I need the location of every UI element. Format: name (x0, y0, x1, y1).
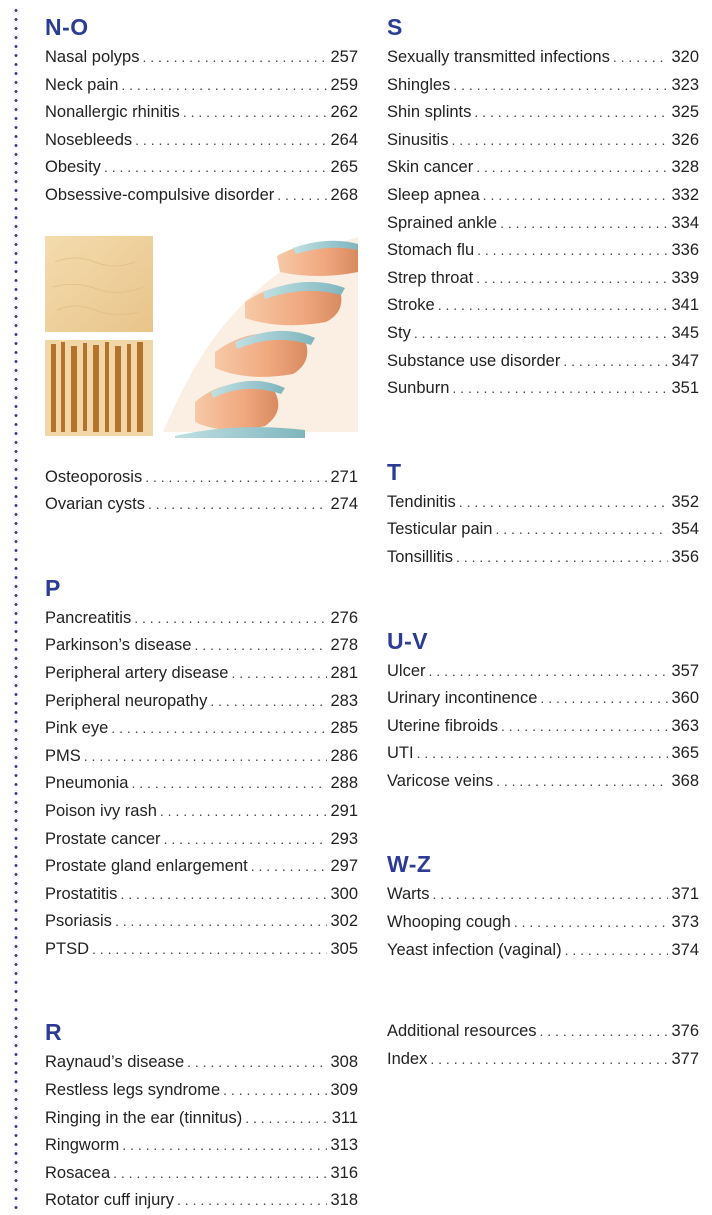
entry-page-number: 326 (671, 130, 699, 149)
entry-page-number: 339 (671, 268, 699, 287)
section-heading: P (45, 574, 61, 601)
index-entry (45, 1132, 358, 1160)
entry-page-number: 357 (671, 661, 699, 680)
index-column-right (387, 10, 699, 1073)
index-section-s (387, 10, 699, 403)
index-entry (45, 798, 358, 826)
entry-page-number: 341 (671, 296, 699, 315)
entry-label: Raynaud’s disease (45, 1053, 185, 1072)
index-entry (45, 99, 358, 127)
index-entry (387, 375, 699, 403)
index-entry (387, 237, 699, 265)
index-entry (45, 853, 358, 881)
dot-leader (183, 99, 328, 127)
dot-leader (135, 127, 327, 155)
entry-page-number: 320 (671, 48, 699, 66)
index-section-u-v (387, 624, 699, 796)
index-entry (387, 1046, 699, 1074)
entry-label: UTI (387, 744, 414, 763)
entry-label: Peripheral artery disease (45, 663, 229, 682)
index-entry (387, 154, 699, 182)
entry-page-number: 262 (330, 103, 358, 122)
dot-leader (414, 320, 669, 348)
entry-page-number: 363 (671, 716, 699, 735)
index-entry (45, 715, 358, 743)
entry-label: Whooping cough (387, 913, 511, 932)
entry-page-number: 334 (671, 213, 699, 232)
index-entry (387, 72, 699, 100)
index-entry (45, 660, 358, 688)
entry-page-number: 352 (671, 492, 699, 511)
entry-page-number: 308 (330, 1053, 358, 1072)
entry-page-number: 288 (330, 774, 358, 793)
index-entry (45, 826, 358, 854)
entry-label: Psoriasis (45, 912, 112, 931)
entry-page-number: 268 (330, 185, 358, 204)
dot-leader (514, 909, 669, 937)
index-entry (45, 881, 358, 909)
dot-leader (496, 768, 668, 796)
index-entry (45, 182, 358, 210)
dot-leader (613, 44, 669, 72)
entry-page-number: 293 (330, 829, 358, 848)
index-entry (387, 544, 699, 572)
dot-leader (565, 937, 669, 965)
index-section-r (45, 1015, 358, 1215)
section-heading: N-O (45, 14, 89, 40)
dot-leader (223, 1077, 327, 1105)
entry-label: Sprained ankle (387, 213, 498, 232)
dotted-margin-rule (14, 6, 18, 1210)
entry-label: Ringing in the ear (tinnitus) (45, 1108, 243, 1127)
dot-leader (145, 464, 327, 492)
entry-page-number: 368 (671, 771, 699, 790)
index-entry (387, 516, 699, 544)
index-entry (45, 1077, 358, 1105)
dot-leader (121, 72, 327, 100)
entry-page-number: 283 (330, 691, 358, 710)
entry-label: Pink eye (45, 719, 109, 738)
dot-leader (540, 1018, 669, 1046)
entry-page-number: 345 (671, 323, 699, 342)
dot-leader (476, 154, 668, 182)
index-entry (387, 685, 699, 713)
entry-page-number: 281 (330, 663, 358, 682)
dot-leader (210, 688, 327, 716)
index-entry (387, 909, 699, 937)
index-entry (387, 320, 699, 348)
entry-label: Stomach flu (387, 241, 475, 260)
dot-leader (122, 1132, 327, 1160)
entry-label: Rotator cuff injury (45, 1191, 175, 1210)
entry-label: PTSD (45, 939, 90, 958)
dot-leader (540, 685, 668, 713)
entry-page-number: 257 (330, 48, 358, 66)
entry-page-number: 313 (330, 1136, 358, 1155)
index-entry (387, 292, 699, 320)
entry-page-number: 376 (671, 1022, 699, 1041)
entry-label: PMS (45, 746, 81, 765)
entry-page-number: 360 (671, 689, 699, 708)
spine-osteoporosis-illustration (45, 232, 358, 442)
index-entry (45, 1105, 358, 1133)
entry-label: Ovarian cysts (45, 495, 145, 514)
entry-label: Stroke (387, 296, 435, 315)
entry-page-number: 374 (671, 940, 699, 959)
index-entry (387, 937, 699, 965)
dot-leader (187, 1049, 327, 1077)
dot-leader (120, 881, 327, 909)
entry-label: Tendinitis (387, 492, 456, 511)
entry-label: Sinusitis (387, 130, 449, 149)
entry-page-number: 325 (671, 103, 699, 122)
index-entry (387, 1018, 699, 1046)
dot-leader (476, 265, 668, 293)
index-entry (387, 127, 699, 155)
index-entry (387, 210, 699, 238)
index-entry (387, 713, 699, 741)
dot-leader (438, 292, 669, 320)
entry-page-number: 351 (671, 379, 699, 398)
index-entry (387, 265, 699, 293)
entry-page-number: 300 (330, 884, 358, 903)
entry-page-number: 305 (330, 939, 358, 958)
index-entry (45, 154, 358, 182)
dot-leader (113, 1160, 327, 1188)
index-entry (45, 127, 358, 155)
index-entry (45, 464, 358, 492)
index-entry (45, 936, 358, 964)
index-entry (387, 99, 699, 127)
entry-label: Additional resources (387, 1022, 537, 1041)
index-entry (387, 348, 699, 376)
index-entry (387, 881, 699, 909)
entry-label: Strep throat (387, 268, 474, 287)
entry-page-number: 347 (671, 351, 699, 370)
index-entry (387, 658, 699, 686)
dot-leader (452, 375, 668, 403)
index-entry (45, 908, 358, 936)
entry-label: Prostatitis (45, 884, 118, 903)
dot-leader (142, 44, 327, 72)
index-entry (45, 605, 358, 633)
entry-page-number: 316 (330, 1163, 358, 1182)
dot-leader (177, 1187, 327, 1215)
entry-page-number: 259 (330, 75, 358, 94)
entry-label: Skin cancer (387, 158, 474, 177)
dot-leader (104, 154, 328, 182)
index-section (45, 464, 358, 519)
entry-page-number: 328 (671, 158, 699, 177)
entry-page-number: 276 (330, 608, 358, 627)
entry-label: Ringworm (45, 1136, 120, 1155)
entry-page-number: 286 (330, 746, 358, 765)
index-section-t (387, 455, 699, 572)
index-section (387, 1018, 699, 1073)
entry-page-number: 336 (671, 241, 699, 260)
entry-page-number: 265 (330, 158, 358, 177)
entry-label: Sleep apnea (387, 185, 480, 204)
entry-page-number: 264 (330, 130, 358, 149)
entry-page-number: 373 (671, 913, 699, 932)
entry-label: Nasal polyps (45, 48, 140, 66)
dot-leader (231, 660, 327, 688)
entry-page-number: 318 (330, 1191, 358, 1210)
dot-leader (451, 127, 668, 155)
index-entry (45, 72, 358, 100)
section-heading: U-V (387, 627, 429, 654)
entry-page-number: 274 (330, 495, 358, 514)
entry-label: Yeast infection (vaginal) (387, 940, 562, 959)
entry-page-number: 332 (671, 185, 699, 204)
dot-leader (111, 715, 327, 743)
index-column-left (45, 10, 358, 1215)
dot-leader (500, 210, 668, 238)
index-entry (45, 688, 358, 716)
entry-label: Pancreatitis (45, 608, 132, 627)
dot-leader (474, 99, 668, 127)
index-entry (387, 768, 699, 796)
entry-label: Shin splints (387, 103, 472, 122)
dot-leader (483, 182, 669, 210)
entry-label: Pneumonia (45, 774, 129, 793)
entry-page-number: 365 (671, 744, 699, 763)
entry-label: Neck pain (45, 75, 119, 94)
entry-label: Sunburn (387, 379, 450, 398)
index-entry (387, 740, 699, 768)
dot-leader (477, 237, 668, 265)
entry-label: Substance use disorder (387, 351, 561, 370)
entry-label: Osteoporosis (45, 467, 143, 486)
dot-leader (563, 348, 668, 376)
dot-leader (92, 936, 327, 964)
entry-page-number: 356 (671, 547, 699, 566)
entry-page-number: 271 (330, 467, 358, 486)
dot-leader (164, 826, 328, 854)
section-heading: W-Z (387, 851, 432, 878)
index-entry (45, 743, 358, 771)
section-heading: R (45, 1019, 63, 1046)
index-entry (45, 491, 358, 519)
dot-leader (501, 713, 669, 741)
entry-label: Ulcer (387, 661, 426, 680)
entry-label: Nosebleeds (45, 130, 133, 149)
dot-leader (251, 853, 328, 881)
index-entry (387, 182, 699, 210)
dot-leader (194, 632, 327, 660)
dot-leader (160, 798, 328, 826)
dot-leader (148, 491, 328, 519)
index-section-w-z (387, 847, 699, 964)
dot-leader (459, 489, 669, 517)
entry-label: Urinary incontinence (387, 689, 538, 708)
entry-label: Prostate cancer (45, 829, 161, 848)
entry-label: Varicose veins (387, 771, 494, 790)
entry-page-number: 297 (330, 857, 358, 876)
dot-leader (432, 881, 668, 909)
index-entry (45, 1187, 358, 1215)
entry-label: Prostate gland enlargement (45, 857, 248, 876)
section-heading: S (387, 14, 403, 40)
entry-page-number: 311 (331, 1108, 358, 1127)
dot-leader (456, 544, 668, 572)
section-heading: T (387, 458, 402, 485)
entry-label: Warts (387, 885, 430, 904)
index-section-n-o (45, 10, 358, 210)
entry-label: Poison ivy rash (45, 801, 157, 820)
entry-page-number: 354 (671, 520, 699, 539)
entry-label: Obesity (45, 158, 101, 177)
dot-leader (417, 740, 669, 768)
entry-label: Restless legs syndrome (45, 1081, 221, 1100)
index-entry (45, 632, 358, 660)
entry-label: Testicular pain (387, 520, 493, 539)
entry-label: Rosacea (45, 1163, 111, 1182)
entry-label: Nonallergic rhinitis (45, 103, 180, 122)
entry-page-number: 285 (330, 719, 358, 738)
dot-leader (134, 605, 327, 633)
entry-label: Index (387, 1049, 428, 1068)
entry-label: Sexually transmitted infections (387, 48, 610, 66)
entry-label: Peripheral neuropathy (45, 691, 208, 710)
entry-page-number: 371 (671, 885, 699, 904)
entry-page-number: 291 (330, 801, 358, 820)
dot-leader (430, 1046, 668, 1074)
index-entry (45, 770, 358, 798)
index-entry (387, 44, 699, 72)
entry-page-number: 377 (671, 1049, 699, 1068)
dot-leader (495, 516, 668, 544)
entry-page-number: 323 (671, 75, 699, 94)
entry-label: Obsessive-compulsive disorder (45, 185, 275, 204)
dot-leader (84, 743, 328, 771)
entry-label: Uterine fibroids (387, 716, 498, 735)
index-section-p (45, 571, 358, 964)
index-entry (387, 489, 699, 517)
entry-page-number: 278 (330, 636, 358, 655)
dot-leader (131, 770, 327, 798)
entry-label: Shingles (387, 75, 451, 94)
index-entry (45, 1049, 358, 1077)
entry-label: Parkinson’s disease (45, 636, 192, 655)
index-entry (45, 1160, 358, 1188)
entry-page-number: 309 (330, 1081, 358, 1100)
entry-label: Sty (387, 323, 411, 342)
dot-leader (245, 1105, 329, 1133)
dot-leader (429, 658, 669, 686)
dot-leader (277, 182, 327, 210)
entry-label: Tonsillitis (387, 547, 454, 566)
dot-leader (453, 72, 668, 100)
index-entry (45, 44, 358, 72)
entry-page-number: 302 (330, 912, 358, 931)
dot-leader (115, 908, 328, 936)
